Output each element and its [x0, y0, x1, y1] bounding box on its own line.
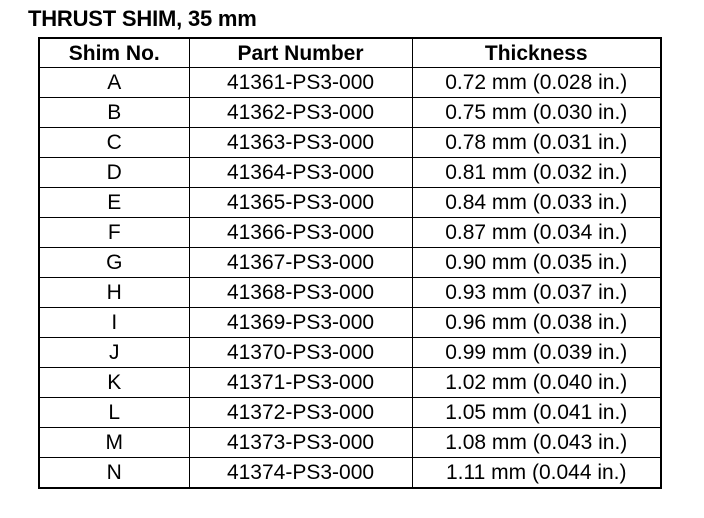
table-row: [39, 428, 661, 458]
header-part-number: Part Number: [189, 38, 412, 68]
part-number-cell: 41362-PS3-000: [189, 98, 412, 128]
shim-no-cell: B: [39, 98, 189, 128]
part-number-cell: 41370-PS3-000: [189, 338, 412, 368]
part-number-cell: 41369-PS3-000: [189, 308, 412, 338]
part-number-cell: 41373-PS3-000: [189, 428, 412, 458]
part-number-cell: 41371-PS3-000: [189, 368, 412, 398]
shim-no-cell: N: [39, 458, 189, 489]
shim-no-cell: L: [39, 398, 189, 428]
table-row: [39, 218, 661, 248]
thickness-cell: 0.96 mm (0.038 in.): [412, 308, 661, 338]
table-row: [39, 128, 661, 158]
shim-no-cell: I: [39, 308, 189, 338]
table-row: [39, 338, 661, 368]
table-row: [39, 248, 661, 278]
table-row: [39, 398, 661, 428]
shim-no-cell: M: [39, 428, 189, 458]
shim-no-cell: A: [39, 68, 189, 98]
part-number-cell: 41368-PS3-000: [189, 278, 412, 308]
thickness-cell: 1.02 mm (0.040 in.): [412, 368, 661, 398]
thickness-cell: 1.05 mm (0.041 in.): [412, 398, 661, 428]
shim-no-cell: C: [39, 128, 189, 158]
part-number-cell: 41372-PS3-000: [189, 398, 412, 428]
shim-no-cell: E: [39, 188, 189, 218]
thickness-cell: 0.99 mm (0.039 in.): [412, 338, 661, 368]
thickness-cell: 0.84 mm (0.033 in.): [412, 188, 661, 218]
shim-no-cell: H: [39, 278, 189, 308]
thickness-cell: 0.87 mm (0.034 in.): [412, 218, 661, 248]
part-number-cell: 41364-PS3-000: [189, 158, 412, 188]
header-row: [39, 38, 661, 68]
part-number-cell: 41374-PS3-000: [189, 458, 412, 489]
shim-no-cell: F: [39, 218, 189, 248]
thickness-cell: 0.81 mm (0.032 in.): [412, 158, 661, 188]
thickness-cell: 1.08 mm (0.043 in.): [412, 428, 661, 458]
thickness-cell: 0.90 mm (0.035 in.): [412, 248, 661, 278]
shim-no-cell: K: [39, 368, 189, 398]
table-row: [39, 158, 661, 188]
table-row: [39, 68, 661, 98]
table-row: [39, 188, 661, 218]
table-row: [39, 368, 661, 398]
table-row: [39, 458, 661, 489]
table-row: [39, 278, 661, 308]
thickness-cell: 0.93 mm (0.037 in.): [412, 278, 661, 308]
shim-no-cell: G: [39, 248, 189, 278]
header-thickness: Thickness: [412, 38, 661, 68]
thickness-cell: 0.72 mm (0.028 in.): [412, 68, 661, 98]
thickness-cell: 1.11 mm (0.044 in.): [412, 458, 661, 489]
part-number-cell: 41367-PS3-000: [189, 248, 412, 278]
table-row: [39, 98, 661, 128]
thickness-cell: 0.75 mm (0.030 in.): [412, 98, 661, 128]
thickness-cell: 0.78 mm (0.031 in.): [412, 128, 661, 158]
part-number-cell: 41366-PS3-000: [189, 218, 412, 248]
part-number-cell: 41363-PS3-000: [189, 128, 412, 158]
thrust-shim-table: [38, 37, 662, 489]
part-number-cell: 41361-PS3-000: [189, 68, 412, 98]
part-number-cell: 41365-PS3-000: [189, 188, 412, 218]
header-shim-no: Shim No.: [39, 38, 189, 68]
page-title: THRUST SHIM, 35 mm: [28, 6, 257, 31]
shim-no-cell: J: [39, 338, 189, 368]
shim-no-cell: D: [39, 158, 189, 188]
table-row: [39, 308, 661, 338]
